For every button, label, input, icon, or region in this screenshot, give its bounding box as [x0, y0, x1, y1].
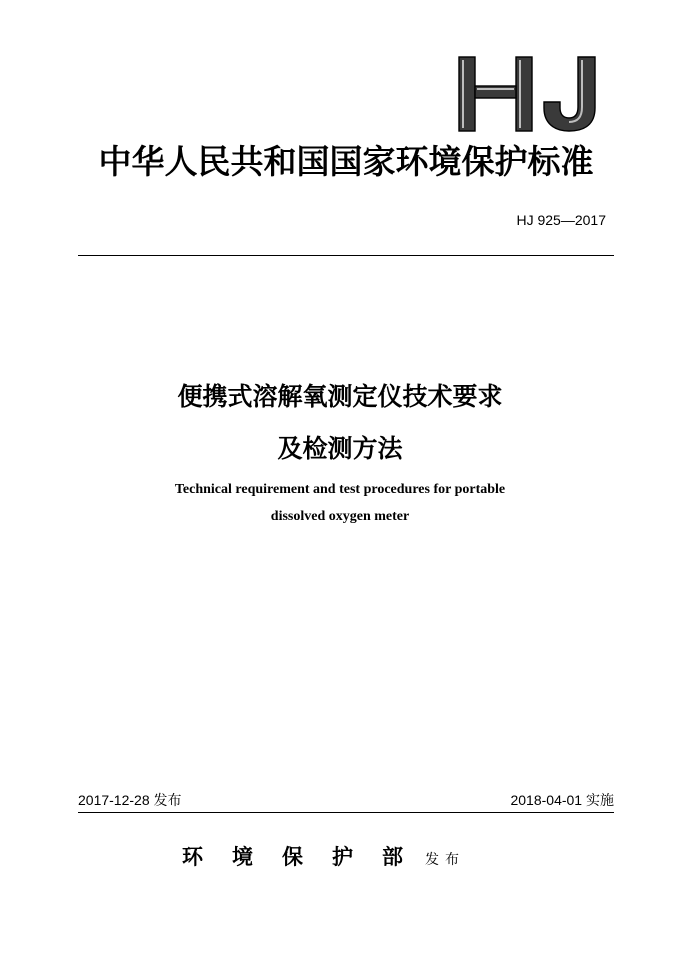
effective-date: 2018-04-01 实施	[510, 792, 614, 808]
standard-code: HJ 925—2017	[516, 212, 606, 228]
document-title-zh-line2: 及检测方法	[277, 434, 403, 463]
issuer-action: 发布	[425, 852, 465, 868]
document-title-zh-line1: 便携式溶解氧测定仪技术要求	[177, 382, 503, 411]
issue-date: 2017-12-28 发布	[78, 792, 182, 808]
footer-divider	[78, 812, 614, 813]
hj-logo	[458, 56, 604, 132]
document-title-en-line1: Technical requirement and test procedures for portable	[174, 482, 506, 497]
hj-logo-letter-h	[459, 57, 532, 131]
hj-logo-letter-j	[544, 57, 595, 131]
organization-title: 中华人民共和国国家环境保护标准	[98, 142, 594, 181]
issuer-name: 环境保护部	[182, 844, 432, 869]
issuer-line	[182, 841, 465, 871]
document-title-en-line2: dissolved oxygen meter	[270, 509, 410, 524]
header-divider	[78, 255, 614, 256]
